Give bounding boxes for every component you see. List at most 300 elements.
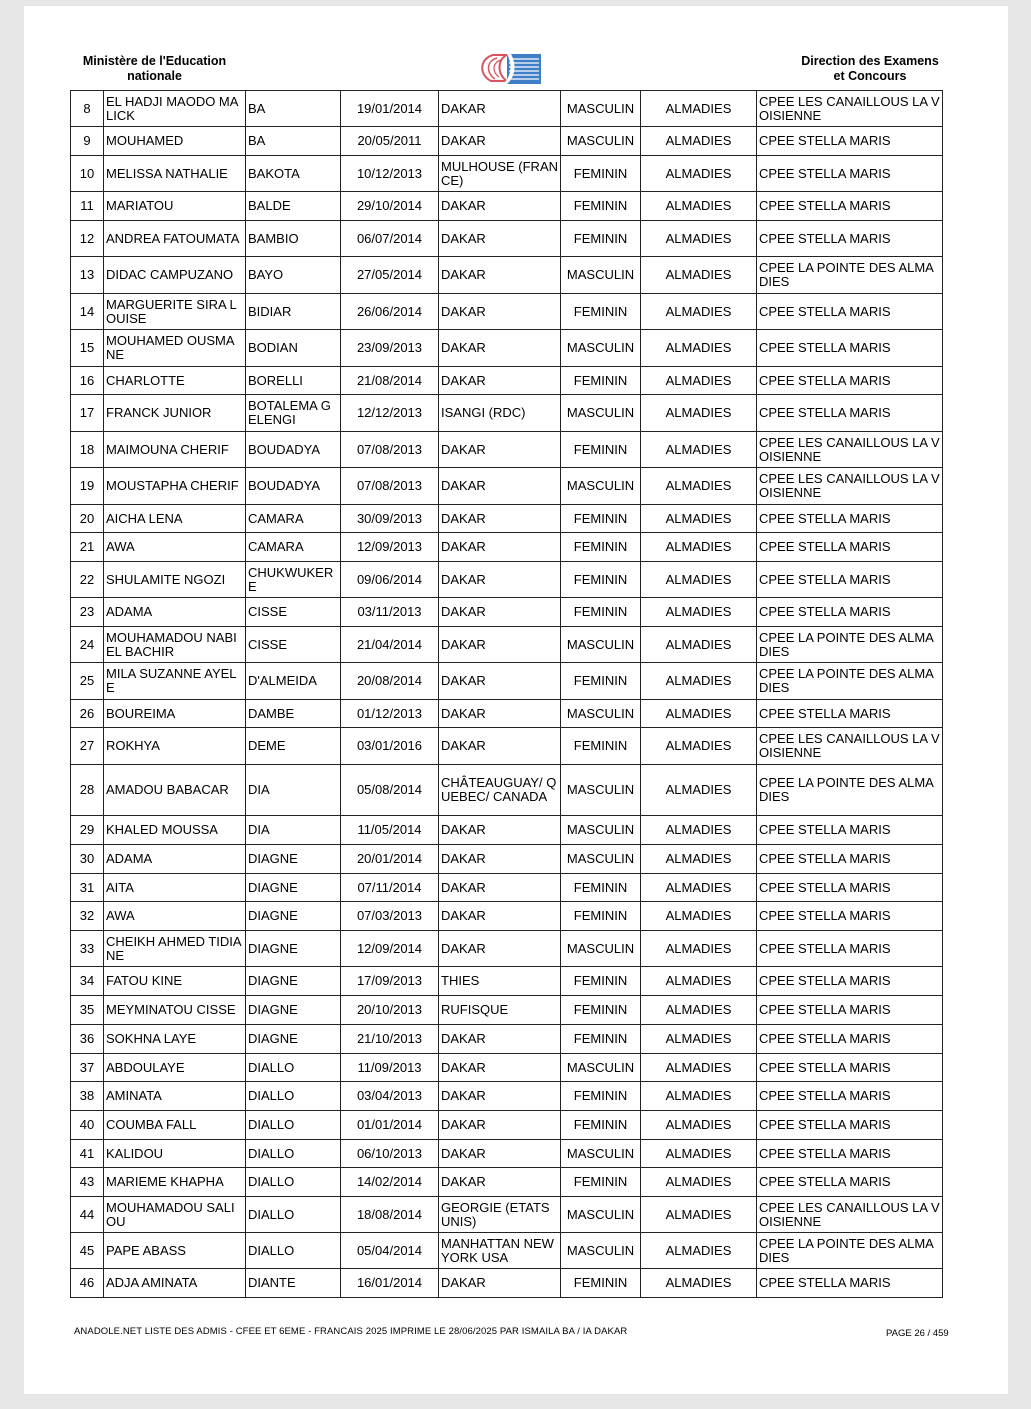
exam-center-cell: ALMADIES	[641, 663, 757, 700]
last-name-cell: DIA	[246, 816, 341, 845]
last-name-cell: BALDE	[246, 192, 341, 221]
last-name-cell: DIALLO	[246, 1054, 341, 1082]
row-number: 27	[71, 728, 104, 765]
last-name-cell: DIAGNE	[246, 1025, 341, 1054]
birth-place-cell: THIES	[439, 967, 561, 996]
last-name-cell: DIALLO	[246, 1111, 341, 1140]
birth-place-cell: DAKAR	[439, 931, 561, 967]
school-cell: CPEE STELLA MARIS	[757, 816, 943, 845]
birth-date-cell: 11/05/2014	[341, 816, 439, 845]
school-cell: CPEE STELLA MARIS	[757, 221, 943, 257]
school-cell: CPEE STELLA MARIS	[757, 127, 943, 156]
row-number: 43	[71, 1168, 104, 1197]
exam-center-cell: ALMADIES	[641, 816, 757, 845]
sex-cell: FEMININ	[561, 728, 641, 765]
table-row	[71, 395, 943, 432]
exam-center-cell: ALMADIES	[641, 1197, 757, 1233]
last-name-cell: DEME	[246, 728, 341, 765]
table-row	[71, 967, 943, 996]
birth-date-cell: 05/04/2014	[341, 1233, 439, 1269]
last-name-cell: DIALLO	[246, 1197, 341, 1233]
birth-place-cell: DAKAR	[439, 367, 561, 395]
birth-date-cell: 06/10/2013	[341, 1140, 439, 1168]
last-name-cell: BAYO	[246, 257, 341, 294]
exam-center-cell: ALMADIES	[641, 598, 757, 627]
row-number: 9	[71, 127, 104, 156]
table-row	[71, 192, 943, 221]
last-name-cell: BA	[246, 127, 341, 156]
row-number: 20	[71, 505, 104, 533]
birth-place-cell: DAKAR	[439, 1269, 561, 1298]
birth-date-cell: 14/02/2014	[341, 1168, 439, 1197]
birth-place-cell: ISANGI (RDC)	[439, 395, 561, 432]
sex-cell: FEMININ	[561, 192, 641, 221]
birth-place-cell: DAKAR	[439, 1054, 561, 1082]
row-number: 34	[71, 967, 104, 996]
table-row	[71, 257, 943, 294]
birth-date-cell: 21/08/2014	[341, 367, 439, 395]
last-name-cell: BIDIAR	[246, 294, 341, 330]
table-row	[71, 931, 943, 967]
last-name-cell: DIALLO	[246, 1168, 341, 1197]
row-number: 25	[71, 663, 104, 700]
school-cell: CPEE LA POINTE DES ALMADIES	[757, 765, 943, 816]
school-cell: CPEE LES CANAILLOUS LA VOISIENNE	[757, 1197, 943, 1233]
last-name-cell: BOTALEMA GELENGI	[246, 395, 341, 432]
birth-date-cell: 20/05/2011	[341, 127, 439, 156]
birth-date-cell: 05/08/2014	[341, 765, 439, 816]
row-number: 10	[71, 156, 104, 192]
birth-date-cell: 03/11/2013	[341, 598, 439, 627]
first-name-cell: BOUREIMA	[104, 700, 246, 728]
first-name-cell: CHEIKH AHMED TIDIANE	[104, 931, 246, 967]
page-number: PAGE 26 / 459	[886, 1328, 949, 1339]
school-cell: CPEE LES CANAILLOUS LA VOISIENNE	[757, 468, 943, 505]
birth-date-cell: 20/08/2014	[341, 663, 439, 700]
sex-cell: MASCULIN	[561, 1054, 641, 1082]
last-name-cell: CISSE	[246, 627, 341, 663]
table-row	[71, 1082, 943, 1111]
birth-date-cell: 11/09/2013	[341, 1054, 439, 1082]
last-name-cell: BODIAN	[246, 330, 341, 367]
exam-center-cell: ALMADIES	[641, 1140, 757, 1168]
birth-place-cell: DAKAR	[439, 505, 561, 533]
table-row	[71, 432, 943, 468]
last-name-cell: CAMARA	[246, 505, 341, 533]
first-name-cell: CHARLOTTE	[104, 367, 246, 395]
exam-center-cell: ALMADIES	[641, 127, 757, 156]
exam-center-cell: ALMADIES	[641, 330, 757, 367]
table-row	[71, 330, 943, 367]
birth-date-cell: 03/01/2016	[341, 728, 439, 765]
school-cell: CPEE LES CANAILLOUS LA VOISIENNE	[757, 728, 943, 765]
last-name-cell: BORELLI	[246, 367, 341, 395]
last-name-cell: CHUKWUKERE	[246, 562, 341, 598]
exam-center-cell: ALMADIES	[641, 395, 757, 432]
sex-cell: MASCULIN	[561, 845, 641, 874]
footer-print-info: ANADOLE.NET LISTE DES ADMIS - CFEE ET 6EME - FRANCAIS 2025 IMPRIME LE 28/06/2025 PAR ISMAILA BA / IA DAKAR	[74, 1326, 628, 1337]
birth-date-cell: 16/01/2014	[341, 1269, 439, 1298]
table-row	[71, 367, 943, 395]
birth-place-cell: DAKAR	[439, 663, 561, 700]
school-cell: CPEE STELLA MARIS	[757, 996, 943, 1025]
birth-place-cell: DAKAR	[439, 1082, 561, 1111]
birth-date-cell: 23/09/2013	[341, 330, 439, 367]
first-name-cell: SHULAMITE NGOZI	[104, 562, 246, 598]
sex-cell: MASCULIN	[561, 91, 641, 127]
first-name-cell: MOUSTAPHA CHERIF	[104, 468, 246, 505]
birth-place-cell: DAKAR	[439, 1140, 561, 1168]
school-cell: CPEE STELLA MARIS	[757, 1054, 943, 1082]
row-number: 23	[71, 598, 104, 627]
birth-date-cell: 21/10/2013	[341, 1025, 439, 1054]
row-number: 26	[71, 700, 104, 728]
table-row	[71, 1025, 943, 1054]
sex-cell: FEMININ	[561, 1111, 641, 1140]
row-number: 35	[71, 996, 104, 1025]
first-name-cell: FATOU KINE	[104, 967, 246, 996]
last-name-cell: DIAGNE	[246, 902, 341, 931]
sex-cell: MASCULIN	[561, 330, 641, 367]
row-number: 32	[71, 902, 104, 931]
first-name-cell: ADAMA	[104, 845, 246, 874]
school-cell: CPEE STELLA MARIS	[757, 1168, 943, 1197]
last-name-cell: DIALLO	[246, 1140, 341, 1168]
birth-date-cell: 29/10/2014	[341, 192, 439, 221]
table-row	[71, 294, 943, 330]
table-body	[71, 91, 943, 1298]
sex-cell: MASCULIN	[561, 700, 641, 728]
school-cell: CPEE STELLA MARIS	[757, 1025, 943, 1054]
first-name-cell: EL HADJI MAODO MALICK	[104, 91, 246, 127]
sex-cell: MASCULIN	[561, 395, 641, 432]
birth-place-cell: DAKAR	[439, 330, 561, 367]
row-number: 28	[71, 765, 104, 816]
birth-date-cell: 12/09/2013	[341, 533, 439, 562]
last-name-cell: DIAGNE	[246, 967, 341, 996]
sex-cell: MASCULIN	[561, 816, 641, 845]
birth-date-cell: 03/04/2013	[341, 1082, 439, 1111]
exam-center-cell: ALMADIES	[641, 221, 757, 257]
first-name-cell: AMINATA	[104, 1082, 246, 1111]
first-name-cell: MAIMOUNA CHERIF	[104, 432, 246, 468]
table-row	[71, 700, 943, 728]
birth-place-cell: DAKAR	[439, 1168, 561, 1197]
birth-place-cell: DAKAR	[439, 562, 561, 598]
first-name-cell: ADJA AMINATA	[104, 1269, 246, 1298]
school-cell: CPEE STELLA MARIS	[757, 1111, 943, 1140]
sex-cell: FEMININ	[561, 533, 641, 562]
birth-date-cell: 10/12/2013	[341, 156, 439, 192]
table-row	[71, 1197, 943, 1233]
birth-place-cell: RUFISQUE	[439, 996, 561, 1025]
sex-cell: FEMININ	[561, 902, 641, 931]
table-row	[71, 562, 943, 598]
table-row	[71, 533, 943, 562]
school-cell: CPEE STELLA MARIS	[757, 1082, 943, 1111]
table-row	[71, 156, 943, 192]
row-number: 13	[71, 257, 104, 294]
first-name-cell: AWA	[104, 533, 246, 562]
row-number: 17	[71, 395, 104, 432]
row-number: 18	[71, 432, 104, 468]
first-name-cell: ABDOULAYE	[104, 1054, 246, 1082]
first-name-cell: ROKHYA	[104, 728, 246, 765]
birth-date-cell: 07/08/2013	[341, 468, 439, 505]
first-name-cell: MILA SUZANNE AYELE	[104, 663, 246, 700]
school-cell: CPEE STELLA MARIS	[757, 902, 943, 931]
school-cell: CPEE STELLA MARIS	[757, 1140, 943, 1168]
first-name-cell: AMADOU BABACAR	[104, 765, 246, 816]
row-number: 37	[71, 1054, 104, 1082]
first-name-cell: MELISSA NATHALIE	[104, 156, 246, 192]
first-name-cell: MARIATOU	[104, 192, 246, 221]
first-name-cell: MOUHAMADOU NABI EL BACHIR	[104, 627, 246, 663]
exam-center-cell: ALMADIES	[641, 874, 757, 902]
birth-place-cell: DAKAR	[439, 468, 561, 505]
exam-center-cell: ALMADIES	[641, 1054, 757, 1082]
birth-date-cell: 17/09/2013	[341, 967, 439, 996]
table-row	[71, 127, 943, 156]
birth-place-cell: MANHATTAN NEW YORK USA	[439, 1233, 561, 1269]
direction-line-2: et Concours	[833, 69, 907, 83]
exam-center-cell: ALMADIES	[641, 533, 757, 562]
exam-center-cell: ALMADIES	[641, 700, 757, 728]
row-number: 36	[71, 1025, 104, 1054]
birth-date-cell: 01/01/2014	[341, 1111, 439, 1140]
row-number: 41	[71, 1140, 104, 1168]
row-number: 19	[71, 468, 104, 505]
last-name-cell: BAKOTA	[246, 156, 341, 192]
school-cell: CPEE STELLA MARIS	[757, 192, 943, 221]
school-cell: CPEE LA POINTE DES ALMADIES	[757, 1233, 943, 1269]
sex-cell: MASCULIN	[561, 257, 641, 294]
birth-date-cell: 09/06/2014	[341, 562, 439, 598]
table-row	[71, 845, 943, 874]
table-row	[71, 1233, 943, 1269]
birth-date-cell: 30/09/2013	[341, 505, 439, 533]
last-name-cell: CISSE	[246, 598, 341, 627]
birth-place-cell: DAKAR	[439, 127, 561, 156]
last-name-cell: BAMBIO	[246, 221, 341, 257]
sex-cell: MASCULIN	[561, 627, 641, 663]
ministry-header	[72, 54, 237, 84]
last-name-cell: DIAGNE	[246, 874, 341, 902]
sex-cell: MASCULIN	[561, 468, 641, 505]
school-cell: CPEE STELLA MARIS	[757, 330, 943, 367]
sex-cell: FEMININ	[561, 967, 641, 996]
row-number: 11	[71, 192, 104, 221]
ministry-line-1: Ministère de l'Education	[82, 54, 227, 68]
table-row	[71, 1140, 943, 1168]
sex-cell: FEMININ	[561, 505, 641, 533]
birth-place-cell: DAKAR	[439, 874, 561, 902]
sex-cell: FEMININ	[561, 1082, 641, 1111]
row-number: 45	[71, 1233, 104, 1269]
birth-place-cell: DAKAR	[439, 91, 561, 127]
document-page	[24, 6, 1008, 1394]
birth-place-cell: DAKAR	[439, 432, 561, 468]
exam-center-cell: ALMADIES	[641, 468, 757, 505]
row-number: 40	[71, 1111, 104, 1140]
first-name-cell: MOUHAMED OUSMANE	[104, 330, 246, 367]
table-row	[71, 1168, 943, 1197]
row-number: 46	[71, 1269, 104, 1298]
school-cell: CPEE STELLA MARIS	[757, 533, 943, 562]
table-row	[71, 91, 943, 127]
direction-header	[790, 54, 950, 84]
birth-place-cell: DAKAR	[439, 700, 561, 728]
school-cell: CPEE LES CANAILLOUS LA VOISIENNE	[757, 91, 943, 127]
exam-center-cell: ALMADIES	[641, 728, 757, 765]
last-name-cell: DIALLO	[246, 1233, 341, 1269]
sex-cell: MASCULIN	[561, 931, 641, 967]
school-cell: CPEE STELLA MARIS	[757, 367, 943, 395]
exam-center-cell: ALMADIES	[641, 294, 757, 330]
birth-date-cell: 19/01/2014	[341, 91, 439, 127]
school-cell: CPEE STELLA MARIS	[757, 156, 943, 192]
admitted-list-table	[70, 90, 943, 1298]
sex-cell: MASCULIN	[561, 765, 641, 816]
last-name-cell: DIANTE	[246, 1269, 341, 1298]
birth-place-cell: CHÂTEAUGUAY/ QUEBEC/ CANADA	[439, 765, 561, 816]
exam-center-cell: ALMADIES	[641, 931, 757, 967]
exam-center-cell: ALMADIES	[641, 505, 757, 533]
exam-center-cell: ALMADIES	[641, 1111, 757, 1140]
birth-place-cell: DAKAR	[439, 1025, 561, 1054]
last-name-cell: DIAGNE	[246, 845, 341, 874]
sex-cell: FEMININ	[561, 294, 641, 330]
table-row	[71, 902, 943, 931]
birth-place-cell: DAKAR	[439, 816, 561, 845]
row-number: 29	[71, 816, 104, 845]
school-cell: CPEE STELLA MARIS	[757, 1269, 943, 1298]
table-row	[71, 1111, 943, 1140]
birth-date-cell: 20/10/2013	[341, 996, 439, 1025]
school-cell: CPEE STELLA MARIS	[757, 598, 943, 627]
table-row	[71, 765, 943, 816]
first-name-cell: AICHA LENA	[104, 505, 246, 533]
sex-cell: MASCULIN	[561, 1197, 641, 1233]
first-name-cell: FRANCK JUNIOR	[104, 395, 246, 432]
table-row	[71, 816, 943, 845]
school-cell: CPEE STELLA MARIS	[757, 505, 943, 533]
ministry-logo-icon	[477, 51, 543, 87]
sex-cell: FEMININ	[561, 221, 641, 257]
table-row	[71, 1054, 943, 1082]
first-name-cell: ADAMA	[104, 598, 246, 627]
exam-center-cell: ALMADIES	[641, 156, 757, 192]
row-number: 21	[71, 533, 104, 562]
school-cell: CPEE LA POINTE DES ALMADIES	[757, 627, 943, 663]
row-number: 33	[71, 931, 104, 967]
table-row	[71, 996, 943, 1025]
school-cell: CPEE LA POINTE DES ALMADIES	[757, 257, 943, 294]
exam-center-cell: ALMADIES	[641, 91, 757, 127]
exam-center-cell: ALMADIES	[641, 1233, 757, 1269]
sex-cell: FEMININ	[561, 562, 641, 598]
birth-date-cell: 18/08/2014	[341, 1197, 439, 1233]
last-name-cell: DIAGNE	[246, 931, 341, 967]
first-name-cell: AWA	[104, 902, 246, 931]
first-name-cell: KHALED MOUSSA	[104, 816, 246, 845]
birth-place-cell: DAKAR	[439, 257, 561, 294]
table-row	[71, 874, 943, 902]
exam-center-cell: ALMADIES	[641, 562, 757, 598]
ministry-line-2: nationale	[127, 69, 182, 83]
exam-center-cell: ALMADIES	[641, 1269, 757, 1298]
first-name-cell: AITA	[104, 874, 246, 902]
first-name-cell: ANDREA FATOUMATA	[104, 221, 246, 257]
last-name-cell: BOUDADYA	[246, 468, 341, 505]
birth-place-cell: DAKAR	[439, 192, 561, 221]
last-name-cell: DIA	[246, 765, 341, 816]
exam-center-cell: ALMADIES	[641, 432, 757, 468]
birth-place-cell: DAKAR	[439, 533, 561, 562]
last-name-cell: DAMBE	[246, 700, 341, 728]
sex-cell: FEMININ	[561, 1025, 641, 1054]
birth-place-cell: DAKAR	[439, 627, 561, 663]
row-number: 8	[71, 91, 104, 127]
birth-date-cell: 06/07/2014	[341, 221, 439, 257]
sex-cell: FEMININ	[561, 367, 641, 395]
school-cell: CPEE STELLA MARIS	[757, 700, 943, 728]
table-row	[71, 1269, 943, 1298]
first-name-cell: COUMBA FALL	[104, 1111, 246, 1140]
school-cell: CPEE STELLA MARIS	[757, 294, 943, 330]
sex-cell: MASCULIN	[561, 1140, 641, 1168]
first-name-cell: MOUHAMED	[104, 127, 246, 156]
exam-center-cell: ALMADIES	[641, 845, 757, 874]
birth-date-cell: 01/12/2013	[341, 700, 439, 728]
first-name-cell: MARIEME KHAPHA	[104, 1168, 246, 1197]
row-number: 24	[71, 627, 104, 663]
table-row	[71, 663, 943, 700]
table-row	[71, 505, 943, 533]
birth-place-cell: DAKAR	[439, 845, 561, 874]
table-row	[71, 598, 943, 627]
row-number: 38	[71, 1082, 104, 1111]
birth-date-cell: 12/12/2013	[341, 395, 439, 432]
row-number: 44	[71, 1197, 104, 1233]
birth-place-cell: DAKAR	[439, 1111, 561, 1140]
school-cell: CPEE STELLA MARIS	[757, 931, 943, 967]
school-cell: CPEE STELLA MARIS	[757, 967, 943, 996]
birth-place-cell: MULHOUSE (FRANCE)	[439, 156, 561, 192]
birth-place-cell: DAKAR	[439, 728, 561, 765]
exam-center-cell: ALMADIES	[641, 902, 757, 931]
birth-date-cell: 07/03/2013	[341, 902, 439, 931]
sex-cell: FEMININ	[561, 598, 641, 627]
row-number: 22	[71, 562, 104, 598]
school-cell: CPEE LA POINTE DES ALMADIES	[757, 663, 943, 700]
birth-place-cell: DAKAR	[439, 294, 561, 330]
sex-cell: FEMININ	[561, 432, 641, 468]
last-name-cell: DIAGNE	[246, 996, 341, 1025]
first-name-cell: MARGUERITE SIRA LOUISE	[104, 294, 246, 330]
first-name-cell: PAPE ABASS	[104, 1233, 246, 1269]
birth-date-cell: 07/08/2013	[341, 432, 439, 468]
school-cell: CPEE STELLA MARIS	[757, 395, 943, 432]
birth-place-cell: DAKAR	[439, 221, 561, 257]
exam-center-cell: ALMADIES	[641, 765, 757, 816]
exam-center-cell: ALMADIES	[641, 627, 757, 663]
last-name-cell: BA	[246, 91, 341, 127]
birth-place-cell: DAKAR	[439, 598, 561, 627]
birth-date-cell: 20/01/2014	[341, 845, 439, 874]
birth-date-cell: 27/05/2014	[341, 257, 439, 294]
exam-center-cell: ALMADIES	[641, 367, 757, 395]
